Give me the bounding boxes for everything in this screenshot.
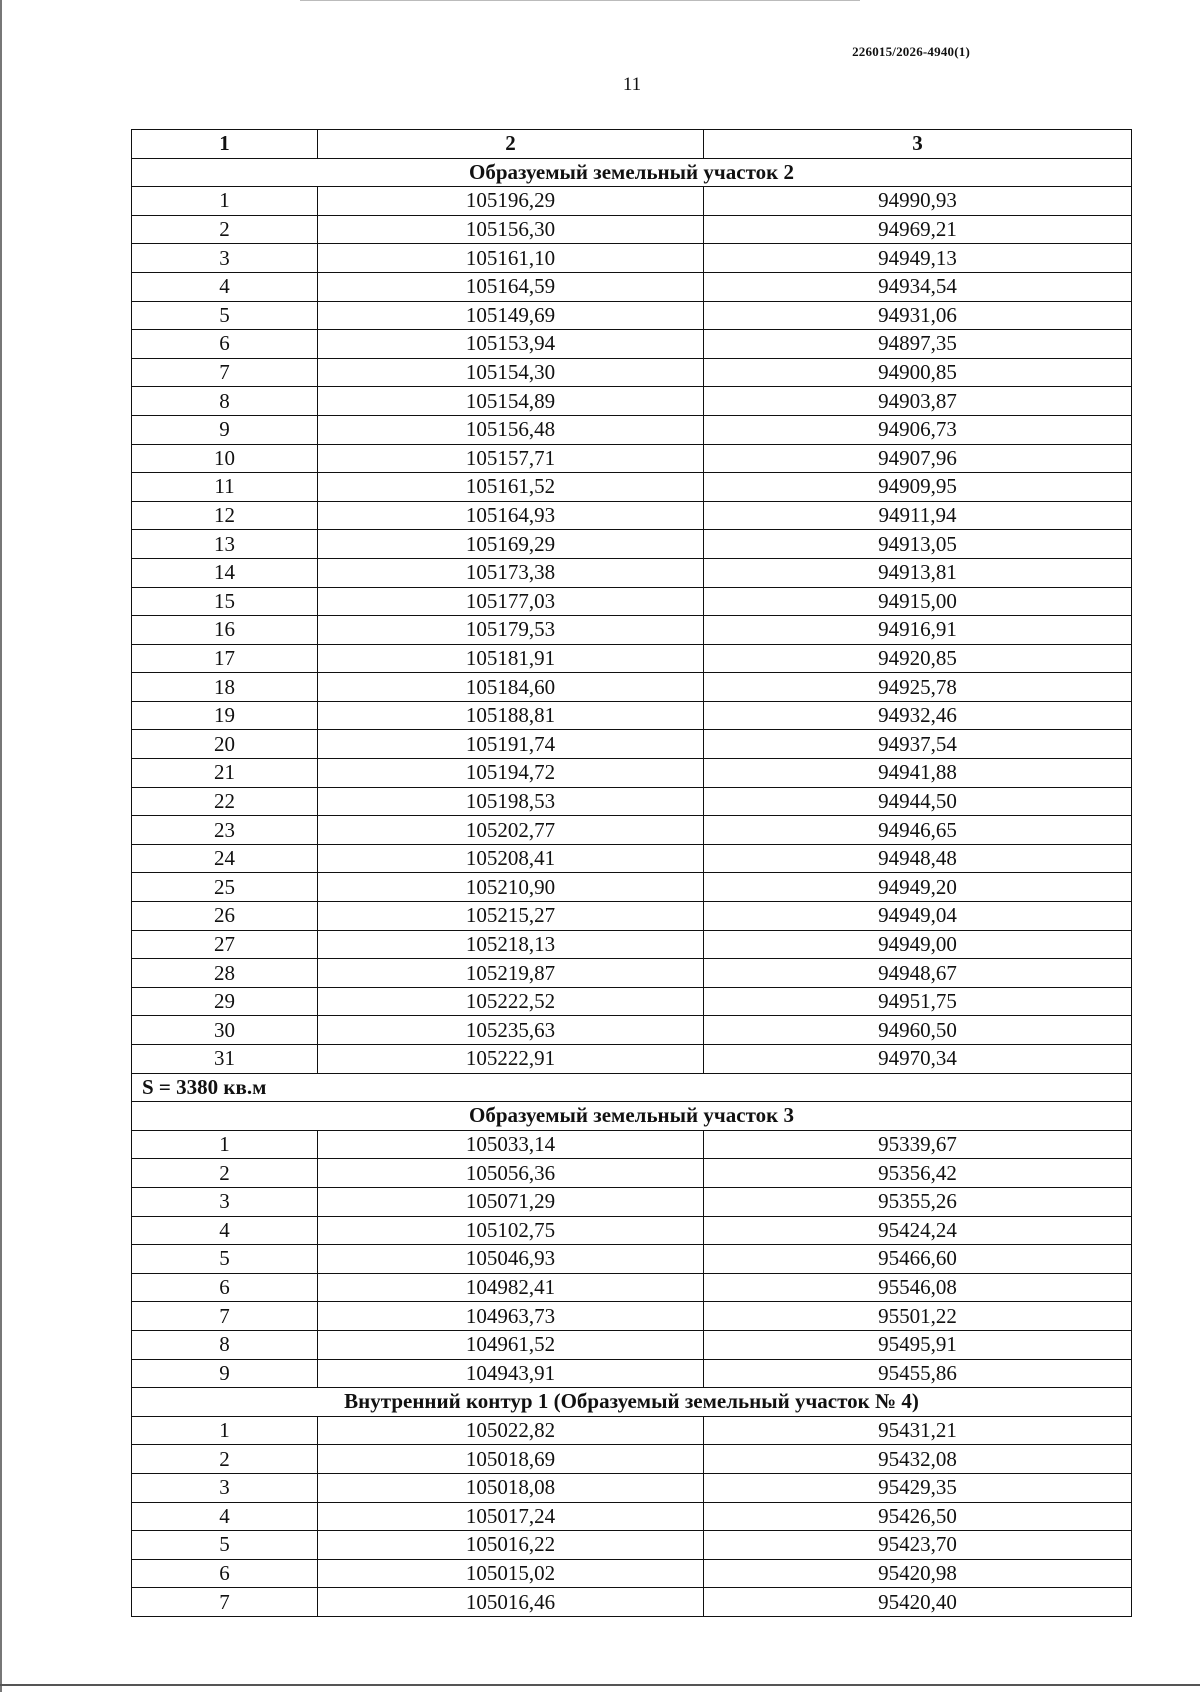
x-coordinate-cell: 105164,59 <box>318 272 704 301</box>
point-number-cell: 16 <box>132 616 318 645</box>
table-row <box>132 987 1132 1016</box>
point-number-cell: 27 <box>132 930 318 959</box>
x-coordinate-cell: 104982,41 <box>318 1273 704 1302</box>
x-coordinate-cell: 105198,53 <box>318 787 704 816</box>
y-coordinate-cell: 94909,95 <box>704 473 1132 502</box>
y-coordinate-cell: 94925,78 <box>704 673 1132 702</box>
table-row <box>132 1559 1132 1588</box>
x-coordinate-cell: 104963,73 <box>318 1302 704 1331</box>
table-row <box>132 1473 1132 1502</box>
table-row <box>132 644 1132 673</box>
column-header-3: 3 <box>704 130 1132 159</box>
point-number-cell: 23 <box>132 816 318 845</box>
x-coordinate-cell: 105071,29 <box>318 1187 704 1216</box>
point-number-cell: 7 <box>132 1588 318 1617</box>
point-number-cell: 1 <box>132 1416 318 1445</box>
table-row <box>132 1302 1132 1331</box>
y-coordinate-cell: 94951,75 <box>704 987 1132 1016</box>
y-coordinate-cell: 95455,86 <box>704 1359 1132 1388</box>
point-number-cell: 24 <box>132 844 318 873</box>
point-number-cell: 7 <box>132 358 318 387</box>
x-coordinate-cell: 105018,69 <box>318 1445 704 1474</box>
point-number-cell: 5 <box>132 1531 318 1560</box>
coordinates-table <box>131 129 1132 1617</box>
table-row <box>132 730 1132 759</box>
point-number-cell: 1 <box>132 1130 318 1159</box>
y-coordinate-cell: 95431,21 <box>704 1416 1132 1445</box>
point-number-cell: 25 <box>132 873 318 902</box>
table-row <box>132 301 1132 330</box>
point-number-cell: 4 <box>132 1502 318 1531</box>
table-row <box>132 1359 1132 1388</box>
coordinates-table-body <box>132 130 1132 1617</box>
point-number-cell: 6 <box>132 1559 318 1588</box>
y-coordinate-cell: 94946,65 <box>704 816 1132 845</box>
x-coordinate-cell: 105218,13 <box>318 930 704 959</box>
y-coordinate-cell: 95546,08 <box>704 1273 1132 1302</box>
table-row <box>132 244 1132 273</box>
section-title-row <box>132 1388 1132 1417</box>
point-number-cell: 4 <box>132 272 318 301</box>
y-coordinate-cell: 95356,42 <box>704 1159 1132 1188</box>
y-coordinate-cell: 95432,08 <box>704 1445 1132 1474</box>
column-header-2: 2 <box>318 130 704 159</box>
x-coordinate-cell: 105177,03 <box>318 587 704 616</box>
y-coordinate-cell: 94906,73 <box>704 415 1132 444</box>
table-row <box>132 587 1132 616</box>
point-number-cell: 2 <box>132 1445 318 1474</box>
x-coordinate-cell: 104943,91 <box>318 1359 704 1388</box>
point-number-cell: 2 <box>132 1159 318 1188</box>
point-number-cell: 22 <box>132 787 318 816</box>
table-row <box>132 1159 1132 1188</box>
column-header-1: 1 <box>132 130 318 159</box>
section-title: Образуемый земельный участок 2 <box>132 158 1132 187</box>
table-row <box>132 930 1132 959</box>
table-row <box>132 959 1132 988</box>
table-row <box>132 787 1132 816</box>
table-row <box>132 1273 1132 1302</box>
table-row <box>132 501 1132 530</box>
document-id: 226015/2026-4940(1) <box>852 44 970 59</box>
x-coordinate-cell: 105235,63 <box>318 1016 704 1045</box>
point-number-cell: 3 <box>132 1187 318 1216</box>
point-number-cell: 26 <box>132 902 318 931</box>
x-coordinate-cell: 105184,60 <box>318 673 704 702</box>
x-coordinate-cell: 105153,94 <box>318 330 704 359</box>
y-coordinate-cell: 94931,06 <box>704 301 1132 330</box>
point-number-cell: 17 <box>132 644 318 673</box>
y-coordinate-cell: 94920,85 <box>704 644 1132 673</box>
x-coordinate-cell: 104961,52 <box>318 1330 704 1359</box>
x-coordinate-cell: 105016,22 <box>318 1531 704 1560</box>
x-coordinate-cell: 105169,29 <box>318 530 704 559</box>
table-row <box>132 759 1132 788</box>
table-row <box>132 1502 1132 1531</box>
x-coordinate-cell: 105181,91 <box>318 644 704 673</box>
y-coordinate-cell: 95420,98 <box>704 1559 1132 1588</box>
y-coordinate-cell: 94913,05 <box>704 530 1132 559</box>
point-number-cell: 3 <box>132 1473 318 1502</box>
x-coordinate-cell: 105188,81 <box>318 701 704 730</box>
y-coordinate-cell: 95355,26 <box>704 1187 1132 1216</box>
y-coordinate-cell: 94903,87 <box>704 387 1132 416</box>
x-coordinate-cell: 105179,53 <box>318 616 704 645</box>
x-coordinate-cell: 105202,77 <box>318 816 704 845</box>
x-coordinate-cell: 105156,30 <box>318 215 704 244</box>
y-coordinate-cell: 95501,22 <box>704 1302 1132 1331</box>
point-number-cell: 4 <box>132 1216 318 1245</box>
table-row <box>132 558 1132 587</box>
table-row <box>132 358 1132 387</box>
x-coordinate-cell: 105161,52 <box>318 473 704 502</box>
y-coordinate-cell: 94944,50 <box>704 787 1132 816</box>
point-number-cell: 8 <box>132 1330 318 1359</box>
scan-edge-left <box>0 0 2 1692</box>
x-coordinate-cell: 105164,93 <box>318 501 704 530</box>
table-row <box>132 616 1132 645</box>
y-coordinate-cell: 95424,24 <box>704 1216 1132 1245</box>
x-coordinate-cell: 105017,24 <box>318 1502 704 1531</box>
y-coordinate-cell: 94990,93 <box>704 187 1132 216</box>
y-coordinate-cell: 95426,50 <box>704 1502 1132 1531</box>
point-number-cell: 9 <box>132 415 318 444</box>
point-number-cell: 2 <box>132 215 318 244</box>
section-title: Внутренний контур 1 (Образуемый земельный участок № 4) <box>132 1388 1132 1417</box>
point-number-cell: 28 <box>132 959 318 988</box>
section-title-row <box>132 158 1132 187</box>
table-row <box>132 415 1132 444</box>
point-number-cell: 21 <box>132 759 318 788</box>
x-coordinate-cell: 105161,10 <box>318 244 704 273</box>
point-number-cell: 5 <box>132 1245 318 1274</box>
y-coordinate-cell: 94900,85 <box>704 358 1132 387</box>
y-coordinate-cell: 95423,70 <box>704 1531 1132 1560</box>
y-coordinate-cell: 94960,50 <box>704 1016 1132 1045</box>
y-coordinate-cell: 94948,48 <box>704 844 1132 873</box>
point-number-cell: 11 <box>132 473 318 502</box>
area-row <box>132 1073 1132 1102</box>
scan-edge-top <box>300 0 860 1</box>
point-number-cell: 1 <box>132 187 318 216</box>
table-row <box>132 1045 1132 1074</box>
point-number-cell: 12 <box>132 501 318 530</box>
point-number-cell: 5 <box>132 301 318 330</box>
y-coordinate-cell: 94932,46 <box>704 701 1132 730</box>
y-coordinate-cell: 94949,04 <box>704 902 1132 931</box>
table-row <box>132 701 1132 730</box>
x-coordinate-cell: 105173,38 <box>318 558 704 587</box>
x-coordinate-cell: 105154,30 <box>318 358 704 387</box>
x-coordinate-cell: 105222,91 <box>318 1045 704 1074</box>
point-number-cell: 15 <box>132 587 318 616</box>
x-coordinate-cell: 105046,93 <box>318 1245 704 1274</box>
x-coordinate-cell: 105015,02 <box>318 1559 704 1588</box>
y-coordinate-cell: 94907,96 <box>704 444 1132 473</box>
point-number-cell: 29 <box>132 987 318 1016</box>
point-number-cell: 19 <box>132 701 318 730</box>
y-coordinate-cell: 94949,00 <box>704 930 1132 959</box>
y-coordinate-cell: 94941,88 <box>704 759 1132 788</box>
table-row <box>132 902 1132 931</box>
x-coordinate-cell: 105215,27 <box>318 902 704 931</box>
y-coordinate-cell: 94897,35 <box>704 330 1132 359</box>
x-coordinate-cell: 105056,36 <box>318 1159 704 1188</box>
table-row <box>132 1130 1132 1159</box>
point-number-cell: 30 <box>132 1016 318 1045</box>
y-coordinate-cell: 94916,91 <box>704 616 1132 645</box>
point-number-cell: 13 <box>132 530 318 559</box>
table-row <box>132 844 1132 873</box>
table-row <box>132 1216 1132 1245</box>
table-row <box>132 1330 1132 1359</box>
point-number-cell: 8 <box>132 387 318 416</box>
y-coordinate-cell: 95420,40 <box>704 1588 1132 1617</box>
x-coordinate-cell: 105016,46 <box>318 1588 704 1617</box>
x-coordinate-cell: 105219,87 <box>318 959 704 988</box>
x-coordinate-cell: 105102,75 <box>318 1216 704 1245</box>
x-coordinate-cell: 105022,82 <box>318 1416 704 1445</box>
x-coordinate-cell: 105157,71 <box>318 444 704 473</box>
x-coordinate-cell: 105194,72 <box>318 759 704 788</box>
y-coordinate-cell: 95495,91 <box>704 1330 1132 1359</box>
point-number-cell: 3 <box>132 244 318 273</box>
x-coordinate-cell: 105196,29 <box>318 187 704 216</box>
section-title: Образуемый земельный участок 3 <box>132 1102 1132 1131</box>
table-row <box>132 444 1132 473</box>
x-coordinate-cell: 105208,41 <box>318 844 704 873</box>
point-number-cell: 6 <box>132 1273 318 1302</box>
table-row <box>132 187 1132 216</box>
table-row <box>132 272 1132 301</box>
y-coordinate-cell: 94948,67 <box>704 959 1132 988</box>
point-number-cell: 18 <box>132 673 318 702</box>
y-coordinate-cell: 95466,60 <box>704 1245 1132 1274</box>
x-coordinate-cell: 105154,89 <box>318 387 704 416</box>
y-coordinate-cell: 94937,54 <box>704 730 1132 759</box>
table-row <box>132 1187 1132 1216</box>
page-number: 11 <box>622 74 642 95</box>
table-row <box>132 215 1132 244</box>
y-coordinate-cell: 94915,00 <box>704 587 1132 616</box>
x-coordinate-cell: 105156,48 <box>318 415 704 444</box>
x-coordinate-cell: 105222,52 <box>318 987 704 1016</box>
x-coordinate-cell: 105018,08 <box>318 1473 704 1502</box>
section-title-row <box>132 1102 1132 1131</box>
point-number-cell: 9 <box>132 1359 318 1388</box>
point-number-cell: 7 <box>132 1302 318 1331</box>
table-row <box>132 1016 1132 1045</box>
y-coordinate-cell: 94913,81 <box>704 558 1132 587</box>
point-number-cell: 6 <box>132 330 318 359</box>
y-coordinate-cell: 95339,67 <box>704 1130 1132 1159</box>
table-row <box>132 473 1132 502</box>
y-coordinate-cell: 94949,13 <box>704 244 1132 273</box>
table-row <box>132 530 1132 559</box>
y-coordinate-cell: 94970,34 <box>704 1045 1132 1074</box>
table-row <box>132 673 1132 702</box>
table-row <box>132 1531 1132 1560</box>
x-coordinate-cell: 105149,69 <box>318 301 704 330</box>
table-row <box>132 1445 1132 1474</box>
table-row <box>132 1416 1132 1445</box>
x-coordinate-cell: 105033,14 <box>318 1130 704 1159</box>
table-row <box>132 816 1132 845</box>
y-coordinate-cell: 94969,21 <box>704 215 1132 244</box>
table-row <box>132 330 1132 359</box>
point-number-cell: 31 <box>132 1045 318 1074</box>
y-coordinate-cell: 94934,54 <box>704 272 1132 301</box>
x-coordinate-cell: 105191,74 <box>318 730 704 759</box>
table-row <box>132 1245 1132 1274</box>
area-value: S = 3380 кв.м <box>132 1073 1132 1102</box>
scan-edge-bottom <box>0 1684 1200 1686</box>
x-coordinate-cell: 105210,90 <box>318 873 704 902</box>
y-coordinate-cell: 94911,94 <box>704 501 1132 530</box>
y-coordinate-cell: 95429,35 <box>704 1473 1132 1502</box>
table-row <box>132 387 1132 416</box>
y-coordinate-cell: 94949,20 <box>704 873 1132 902</box>
point-number-cell: 14 <box>132 558 318 587</box>
point-number-cell: 20 <box>132 730 318 759</box>
table-header-row <box>132 130 1132 159</box>
table-row <box>132 1588 1132 1617</box>
table-row <box>132 873 1132 902</box>
point-number-cell: 10 <box>132 444 318 473</box>
